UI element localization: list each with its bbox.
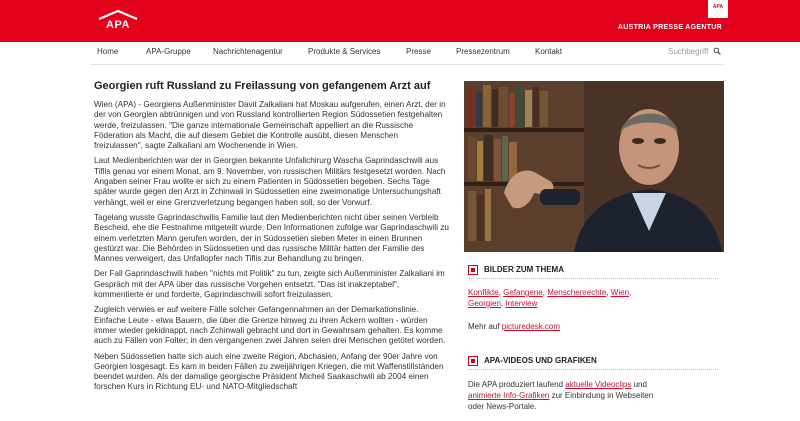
logo-text: APA xyxy=(106,19,130,31)
nav-item-kontakt[interactable]: Kontakt xyxy=(535,47,563,56)
article-paragraph: Neben Südossetien hatte sich auch eine zweite Region, Abchasien, Anfang der 90er Jahre von Georgien losgesagt. Es kam in beiden Fällen zu zweijährigen Kriegen, die mit Waffenstillständen beendet wurden. Als der damalige georgische Präsident Micheil Saakaschwili ab 2004 einen forschen Kurs in Richtung EU- und NATO-Mitgliedschaft xyxy=(94,351,444,392)
nav-item-pressezentrum[interactable]: Pressezentrum xyxy=(456,47,510,56)
agency-name: AUSTRIA PRESSE AGENTUR xyxy=(617,24,722,31)
article-title: Georgien ruft Russland zu Freilassung von gefangenem Arzt auf xyxy=(94,80,431,92)
dotted-divider xyxy=(468,369,718,370)
expand-icon xyxy=(468,356,478,366)
videoclips-link[interactable]: aktuelle Videoclips xyxy=(565,380,632,389)
videos-heading[interactable] xyxy=(468,355,718,367)
bilder-links: Konflikte, Gefangene, Menschenrechte, Wien, Georgien, Interview xyxy=(468,288,632,308)
portrait-image xyxy=(464,81,724,252)
dotted-divider xyxy=(468,278,718,279)
nav-divider xyxy=(90,64,724,65)
bilder-heading[interactable] xyxy=(468,264,718,276)
apa-logo[interactable] xyxy=(97,10,139,30)
videos-text: und xyxy=(631,380,647,389)
videos-text: Die APA produziert laufend xyxy=(468,380,566,389)
nav-item-apa-gruppe[interactable]: APA-Gruppe xyxy=(146,47,191,56)
article-body xyxy=(94,100,449,398)
more-on-picturedesk xyxy=(468,322,560,331)
infografiken-link[interactable]: animierte Info-Grafiken xyxy=(468,391,550,400)
link-gefangene[interactable]: Gefangene xyxy=(503,288,543,297)
videos-heading-label: APA-VIDEOS UND GRAFIKEN xyxy=(484,356,597,365)
article-paragraph: Der Fall Gaprindaschwili haben "nichts mit Politik" zu tun, zeigte sich Außenminister Zalkaliani im Gespräch mit der APA über das russische Vorgehen entsetzt. "Das ist inakzeptabel", kommentierte er und forderte, Gaprindaschwili sofort freizulassen. xyxy=(94,269,445,300)
article-paragraph: Zugleich verwies er auf weitere Fälle solcher Gefangennahmen an der Demarkationslinie. Einfache Leute - etwa Bauern, die über die Grenze hinweg zu ihren Äckern wollten - würden immer wieder gekidnappt, nach Zchinwali gebracht und dort in Gewahrsam gehalten. Es komme auch zu Fällen von Folter; in den vergangenen zwei Jahren seien drei Menschen getötet worden. xyxy=(94,305,446,346)
link-wien[interactable]: Wien xyxy=(610,288,630,297)
expand-icon xyxy=(468,265,478,275)
link-menschenrechte[interactable]: Menschenrechte xyxy=(547,288,607,297)
videos-description xyxy=(468,379,658,412)
link-konflikte[interactable]: Konflikte xyxy=(468,288,499,297)
apa-badge[interactable] xyxy=(708,0,728,18)
picturedesk-link[interactable]: picturedesk.com xyxy=(501,322,561,331)
nav-item-presse[interactable]: Presse xyxy=(406,47,431,56)
search-icon[interactable] xyxy=(713,47,721,55)
search-input[interactable]: Suchbegriff xyxy=(668,47,709,56)
link-georgien[interactable]: Georgien xyxy=(468,299,501,308)
badge-text: APA xyxy=(712,4,724,10)
article-paragraph: Laut Medienberichten war der in Georgien bekannte Unfallchirurg Wascha Gaprindaschwili aus Tiflis genau vor einem Monat, am 9. November, von russischen Militärs festgesetzt worden. Nach Angaben seiner Frau wollte er sich zu einem Patienten in Südossetien begeben. Sechs Tage später wurde gegen den Arzt in Zchinwali in Südossetien eine zweimonatige Untersuchungshaft verhängt, weil er eine Grenzverletzung begangen haben soll, so der Vorwurf. xyxy=(94,156,446,207)
nav-item-nachrichtenagentur[interactable]: Nachrichtenagentur xyxy=(213,47,283,56)
article-photo[interactable] xyxy=(464,81,724,252)
article-paragraph: Tagelang wusste Gaprindaschwilis Familie laut den Medienberichten nicht über seinen Verbleib Bescheid, ehe die Festnahme mitgeteilt wurde. Den Informationen zufolge war Gaprindaschwili zu einem verletzten Mann gerufen worden, der in Südossetien sieben Meter in einen Brunnen gestürzt war. Die Behörden in Südossetien und das russische Militär hatten der Familie des Mannes verweigert, das Unfallopfer nach Tiflis zur Behandlung zu bringen. xyxy=(94,212,449,264)
nav-item-produkte[interactable]: Produkte & Services xyxy=(308,47,381,56)
bilder-heading-label: BILDER ZUM THEMA xyxy=(484,265,564,274)
nav-item-home[interactable]: Home xyxy=(97,47,119,56)
link-interview[interactable]: Interview xyxy=(505,299,538,308)
article-paragraph: Wien (APA) - Georgiens Außenminister Davit Zalkaliani hat Moskau aufgerufen, einen Arzt, der in der von Georgien abtrünnigen und von Russland kontrollierten Region Südossetien festgehalten werde, freizulassen. "Die ganze internationale Gemeinschaft appelliert an die Russische Föderation als Macht, die auf diesem Gebiet die Kontrolle ausübt, diesen Menschen freizulassen", sagte Zalkaliani am Wochenende in Wien. xyxy=(94,100,446,151)
more-prefix: Mehr auf xyxy=(468,322,502,331)
header-bar xyxy=(0,0,800,42)
videos-text: zur Einbindung in Webseiten oder News-Portale. xyxy=(468,391,654,411)
